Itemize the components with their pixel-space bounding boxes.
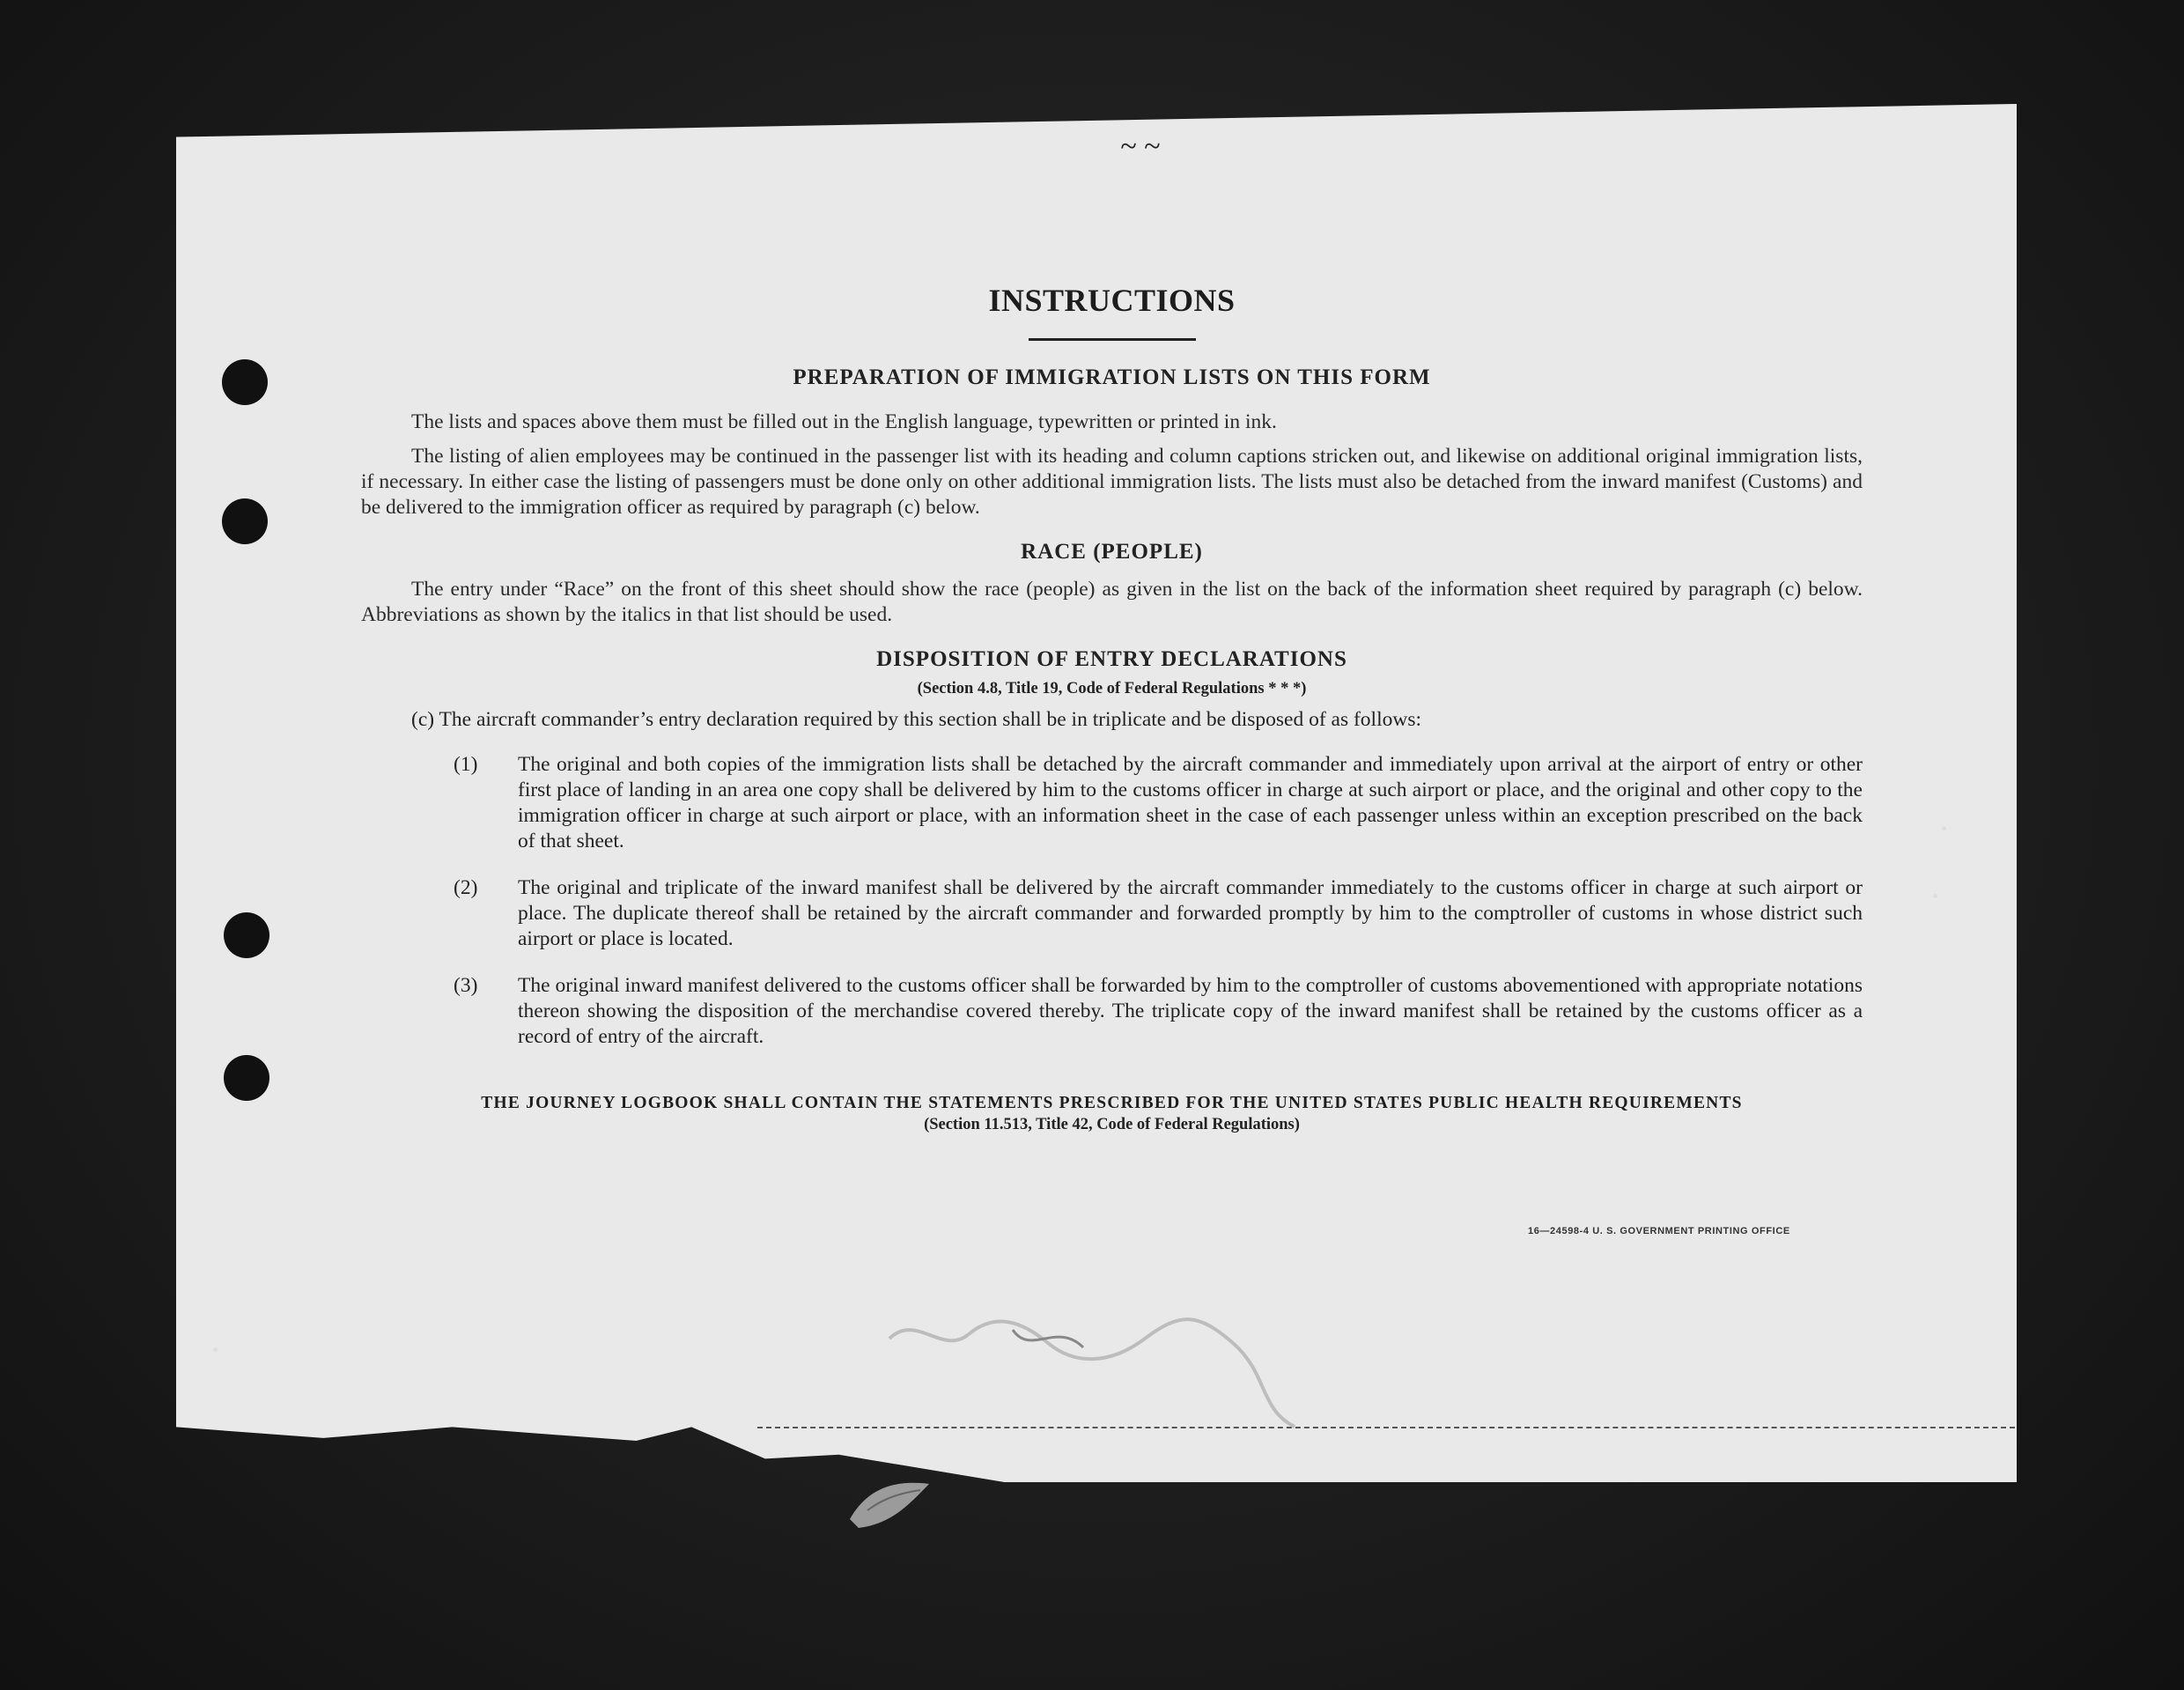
disposition-item-3 bbox=[361, 973, 1863, 1050]
item-text: The original inward manifest delivered to the customs officer shall be forwarded by him to the comptroller of customs abovementioned with appropriate notations thereon showing the disposition of the merchandise covered thereby. The triplicate copy of the inward manifest shall be retained by the customs officer as a record of entry of the aircraft. bbox=[518, 974, 1863, 1048]
punch-hole-3 bbox=[224, 912, 269, 958]
top-mark: ~ ~ bbox=[1120, 130, 1161, 163]
paper-smudge bbox=[841, 1471, 938, 1532]
preparation-paragraph-1: The lists and spaces above them must be filled out in the English language, typewritten or printed in ink. bbox=[411, 410, 1277, 433]
disposition-item-1 bbox=[361, 752, 1863, 854]
instructions-body bbox=[361, 282, 1863, 1134]
punch-hole-2 bbox=[222, 498, 268, 544]
punch-hole-4 bbox=[224, 1055, 269, 1101]
race-heading: RACE (PEOPLE) bbox=[1021, 540, 1203, 564]
journey-logbook-statement: THE JOURNEY LOGBOOK SHALL CONTAIN THE STATEMENTS PRESCRIBED FOR THE UNITED STATES PUBLIC HEALTH REQUIREMENTS bbox=[481, 1094, 1743, 1112]
disposition-intro bbox=[361, 707, 1863, 733]
disposition-heading: DISPOSITION OF ENTRY DECLARATIONS bbox=[876, 647, 1347, 671]
item-number: (1) bbox=[454, 753, 478, 776]
punch-hole-1 bbox=[222, 359, 268, 405]
disposition-intro-label: (c) bbox=[411, 708, 435, 731]
item-text: The original and both copies of the immigration lists shall be detached by the aircraft commander and immediately upon arrival at the airport of entry or other first place of landing in an area one copy shall be delivered by him to the customs officer in charge at such airport or place, and the original and other copy to the immigration officer in charge at such airport or place, with an information sheet in the case of each passenger unless within an exception prescribed on the back of that sheet. bbox=[518, 753, 1863, 852]
item-number: (2) bbox=[454, 876, 478, 899]
item-text: The original and triplicate of the inward manifest shall be delivered by the aircraft commander immediately to the customs officer in charge at such airport or place. The duplicate thereof shall be retained by the aircraft commander and forwarded promptly by him to the comptroller of customs in whose district such airport or place is located. bbox=[518, 876, 1863, 950]
title-underline bbox=[1029, 338, 1196, 341]
race-paragraph: The entry under “Race” on the front of this sheet should show the race (people) as given in the list on the back of the information sheet required by paragraph (c) below. Abbreviations as shown by the italics in that list should be used. bbox=[361, 578, 1863, 626]
speck bbox=[1942, 826, 1946, 830]
page-title: INSTRUCTIONS bbox=[988, 283, 1236, 318]
journey-logbook-reference: (Section 11.513, Title 42, Code of Federal Regulations) bbox=[924, 1116, 1300, 1133]
speck bbox=[213, 1347, 218, 1352]
printer-imprint: 16—24598-4 U. S. GOVERNMENT PRINTING OFFICE bbox=[1528, 1226, 1790, 1236]
disposition-item-2 bbox=[361, 875, 1863, 952]
preparation-paragraph-2: The listing of alien employees may be continued in the passenger list with its heading and column captions stricken out, and likewise on additional original immigration lists, if necessary. In either case the listing of passengers must be done only on other additional immigration lists. The lists must also be detached from the inward manifest (Customs) and be delivered to the immigration officer as required by paragraph (c) below. bbox=[361, 445, 1863, 519]
faint-signature bbox=[881, 1303, 1303, 1435]
preparation-heading: PREPARATION OF IMMIGRATION LISTS ON THIS FORM bbox=[793, 365, 1431, 389]
disposition-intro-text: The aircraft commander’s entry declaration required by this section shall be in triplicate and be disposed of as follows: bbox=[439, 708, 1422, 731]
item-number: (3) bbox=[454, 974, 478, 997]
speck bbox=[1933, 894, 1937, 898]
disposition-reference: (Section 4.8, Title 19, Code of Federal Regulations * * *) bbox=[917, 680, 1307, 697]
